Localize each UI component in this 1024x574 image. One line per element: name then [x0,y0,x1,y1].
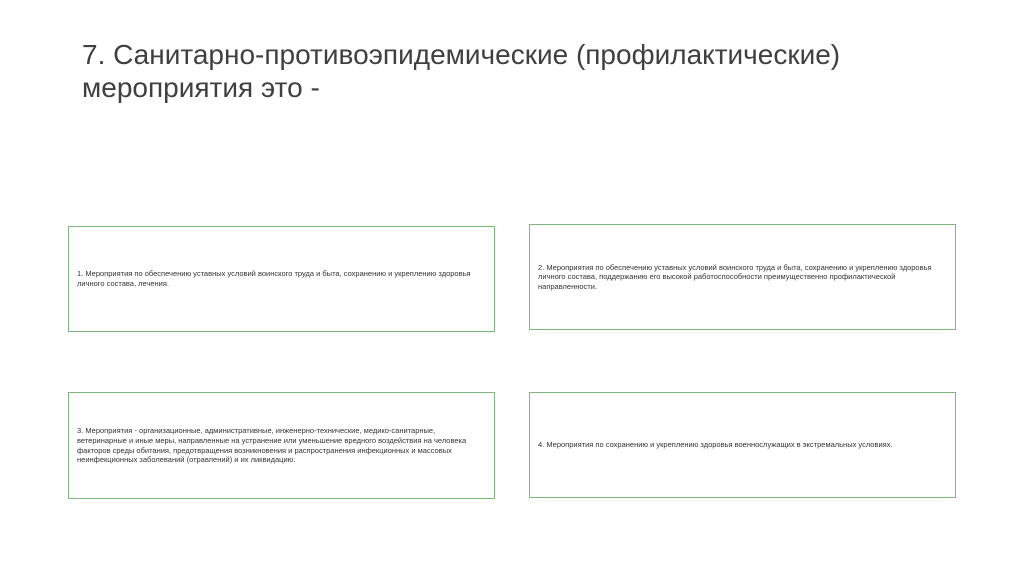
answer-option-3-text: 3. Мероприятия - организационные, административные, инженерно-технические, медико-санитарные, ветеринарные и иные меры, направленные на устранение или уменьшение вредного воздействия на человека факторов среды обитания, предотвращения возникновения и распространения инфекционных и массовых неинфекционных заболеваний (отравлений) и их ликвидацию. [77,426,467,465]
answer-option-2[interactable] [529,224,956,330]
answer-option-4-text: 4. Мероприятия по сохранению и укреплению здоровья военнослужащих в экстремальных условиях. [538,440,893,450]
slide-title-line-2: мероприятия это - [82,72,320,103]
answer-option-1-text: 1. Мероприятия по обеспечению уставных условий воинского труда и быта, сохранению и укреплению здоровья личного состава, лечения. [77,269,471,288]
slide-title-line-1: 7. Санитарно-противоэпидемические (профилактические) [82,39,841,70]
slide-title [82,38,962,104]
answer-option-2-text: 2. Мероприятия по обеспечению уставных условий воинского труда и быта, сохранению и укреплению здоровья личного состава, поддержанию его высокой работоспособности преимущественно профилактической направленности. [538,262,932,291]
answer-option-4[interactable] [529,392,956,498]
answer-option-1[interactable] [68,226,495,332]
answer-option-3[interactable] [68,392,495,499]
